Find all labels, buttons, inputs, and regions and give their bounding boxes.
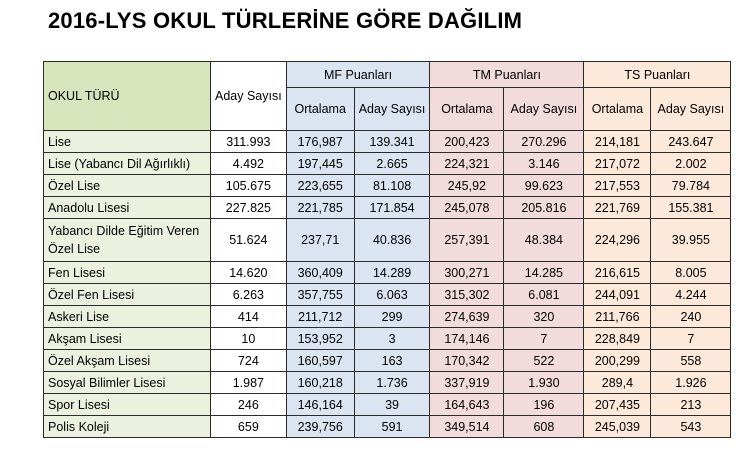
header-row-groups (44, 62, 731, 88)
ts-aday-cell: 2.002 (651, 153, 731, 175)
ts-aday-cell: 213 (651, 394, 731, 416)
table-row (44, 394, 731, 416)
school-type-cell: Özel Fen Lisesi (44, 284, 211, 306)
table-row (44, 328, 731, 350)
aday-sayisi-cell: 414 (211, 306, 287, 328)
ts-ortalama-cell: 214,181 (584, 131, 651, 153)
ts-ortalama-cell: 228,849 (584, 328, 651, 350)
aday-sayisi-cell: 105.675 (211, 175, 287, 197)
mf-aday-cell: 299 (354, 306, 430, 328)
tm-ortalama-cell: 164,643 (430, 394, 504, 416)
ts-aday-cell: 543 (651, 416, 731, 438)
ts-ortalama-cell: 207,435 (584, 394, 651, 416)
table-row (44, 153, 731, 175)
distribution-table (43, 61, 731, 438)
mf-ortalama-cell: 223,655 (286, 175, 354, 197)
tm-aday-cell: 608 (504, 416, 584, 438)
aday-sayisi-cell: 10 (211, 328, 287, 350)
ts-ortalama-cell: 211,766 (584, 306, 651, 328)
header-tm-aday-sayisi: Aday Sayısı (504, 88, 584, 131)
mf-ortalama-cell: 153,952 (286, 328, 354, 350)
aday-sayisi-cell: 724 (211, 350, 287, 372)
mf-aday-cell: 81.108 (354, 175, 430, 197)
school-type-cell: Yabancı Dilde Eğitim Veren Özel Lise (44, 219, 211, 262)
table-row (44, 416, 731, 438)
ts-aday-cell: 155.381 (651, 197, 731, 219)
ts-aday-cell: 1.926 (651, 372, 731, 394)
aday-sayisi-cell: 14.620 (211, 262, 287, 284)
aday-sayisi-cell: 659 (211, 416, 287, 438)
aday-sayisi-cell: 6.263 (211, 284, 287, 306)
header-aday-sayisi: Aday Sayısı (211, 62, 287, 131)
tm-ortalama-cell: 245,92 (430, 175, 504, 197)
school-type-cell: Sosyal Bilimler Lisesi (44, 372, 211, 394)
mf-ortalama-cell: 160,597 (286, 350, 354, 372)
school-type-cell: Polis Koleji (44, 416, 211, 438)
ts-ortalama-cell: 289,4 (584, 372, 651, 394)
school-type-cell: Spor Lisesi (44, 394, 211, 416)
table-row (44, 372, 731, 394)
table-row (44, 306, 731, 328)
aday-sayisi-cell: 227.825 (211, 197, 287, 219)
header-tm-ortalama: Ortalama (430, 88, 504, 131)
school-type-cell: Lise (44, 131, 211, 153)
mf-aday-cell: 139.341 (354, 131, 430, 153)
aday-sayisi-cell: 246 (211, 394, 287, 416)
school-type-cell: Lise (Yabancı Dil Ağırlıklı) (44, 153, 211, 175)
school-type-cell: Askeri Lise (44, 306, 211, 328)
ts-aday-cell: 243.647 (651, 131, 731, 153)
ts-aday-cell: 240 (651, 306, 731, 328)
tm-ortalama-cell: 257,391 (430, 219, 504, 262)
header-okul-turu: OKUL TÜRÜ (44, 62, 211, 131)
mf-ortalama-cell: 239,756 (286, 416, 354, 438)
aday-sayisi-cell: 4.492 (211, 153, 287, 175)
table-row (44, 350, 731, 372)
tm-aday-cell: 1.930 (504, 372, 584, 394)
tm-ortalama-cell: 315,302 (430, 284, 504, 306)
aday-sayisi-cell: 1.987 (211, 372, 287, 394)
mf-aday-cell: 6.063 (354, 284, 430, 306)
header-ts-ortalama: Ortalama (584, 88, 651, 131)
tm-aday-cell: 320 (504, 306, 584, 328)
mf-aday-cell: 14.289 (354, 262, 430, 284)
mf-aday-cell: 163 (354, 350, 430, 372)
header-mf-puanlari: MF Puanları (286, 62, 430, 88)
ts-aday-cell: 4.244 (651, 284, 731, 306)
header-ts-puanlari: TS Puanları (584, 62, 731, 88)
ts-ortalama-cell: 245,039 (584, 416, 651, 438)
ts-aday-cell: 558 (651, 350, 731, 372)
mf-ortalama-cell: 160,218 (286, 372, 354, 394)
tm-aday-cell: 205.816 (504, 197, 584, 219)
ts-ortalama-cell: 216,615 (584, 262, 651, 284)
school-type-cell: Özel Lise (44, 175, 211, 197)
mf-ortalama-cell: 146,164 (286, 394, 354, 416)
ts-ortalama-cell: 200,299 (584, 350, 651, 372)
aday-sayisi-cell: 51.624 (211, 219, 287, 262)
page-title: 2016-LYS OKUL TÜRLERİNE GÖRE DAĞILIM (48, 8, 523, 33)
tm-aday-cell: 522 (504, 350, 584, 372)
header-mf-aday-sayisi: Aday Sayısı (354, 88, 430, 131)
mf-aday-cell: 171.854 (354, 197, 430, 219)
ts-ortalama-cell: 244,091 (584, 284, 651, 306)
ts-ortalama-cell: 217,553 (584, 175, 651, 197)
ts-ortalama-cell: 224,296 (584, 219, 651, 262)
school-type-cell: Özel Akşam Lisesi (44, 350, 211, 372)
tm-ortalama-cell: 274,639 (430, 306, 504, 328)
table-row (44, 262, 731, 284)
ts-aday-cell: 8.005 (651, 262, 731, 284)
tm-ortalama-cell: 200,423 (430, 131, 504, 153)
mf-ortalama-cell: 197,445 (286, 153, 354, 175)
mf-ortalama-cell: 221,785 (286, 197, 354, 219)
ts-ortalama-cell: 217,072 (584, 153, 651, 175)
school-type-cell: Akşam Lisesi (44, 328, 211, 350)
tm-aday-cell: 7 (504, 328, 584, 350)
tm-ortalama-cell: 337,919 (430, 372, 504, 394)
ts-ortalama-cell: 221,769 (584, 197, 651, 219)
mf-aday-cell: 3 (354, 328, 430, 350)
table-row (44, 284, 731, 306)
tm-aday-cell: 270.296 (504, 131, 584, 153)
mf-aday-cell: 39 (354, 394, 430, 416)
mf-aday-cell: 591 (354, 416, 430, 438)
header-tm-puanlari: TM Puanları (430, 62, 584, 88)
tm-aday-cell: 6.081 (504, 284, 584, 306)
mf-aday-cell: 40.836 (354, 219, 430, 262)
tm-ortalama-cell: 174,146 (430, 328, 504, 350)
ts-aday-cell: 7 (651, 328, 731, 350)
table-row (44, 175, 731, 197)
tm-aday-cell: 3.146 (504, 153, 584, 175)
mf-aday-cell: 1.736 (354, 372, 430, 394)
mf-ortalama-cell: 176,987 (286, 131, 354, 153)
tm-ortalama-cell: 170,342 (430, 350, 504, 372)
header-mf-ortalama: Ortalama (286, 88, 354, 131)
mf-aday-cell: 2.665 (354, 153, 430, 175)
mf-ortalama-cell: 357,755 (286, 284, 354, 306)
table-row (44, 197, 731, 219)
aday-sayisi-cell: 311.993 (211, 131, 287, 153)
ts-aday-cell: 79.784 (651, 175, 731, 197)
ts-aday-cell: 39.955 (651, 219, 731, 262)
mf-ortalama-cell: 360,409 (286, 262, 354, 284)
tm-aday-cell: 48.384 (504, 219, 584, 262)
tm-ortalama-cell: 349,514 (430, 416, 504, 438)
header-ts-aday-sayisi: Aday Sayısı (651, 88, 731, 131)
school-type-cell: Anadolu Lisesi (44, 197, 211, 219)
tm-aday-cell: 99.623 (504, 175, 584, 197)
school-type-cell: Fen Lisesi (44, 262, 211, 284)
tm-ortalama-cell: 245,078 (430, 197, 504, 219)
table-row (44, 131, 731, 153)
table-row (44, 219, 731, 262)
tm-ortalama-cell: 224,321 (430, 153, 504, 175)
mf-ortalama-cell: 237,71 (286, 219, 354, 262)
mf-ortalama-cell: 211,712 (286, 306, 354, 328)
tm-aday-cell: 14.285 (504, 262, 584, 284)
tm-ortalama-cell: 300,271 (430, 262, 504, 284)
tm-aday-cell: 196 (504, 394, 584, 416)
